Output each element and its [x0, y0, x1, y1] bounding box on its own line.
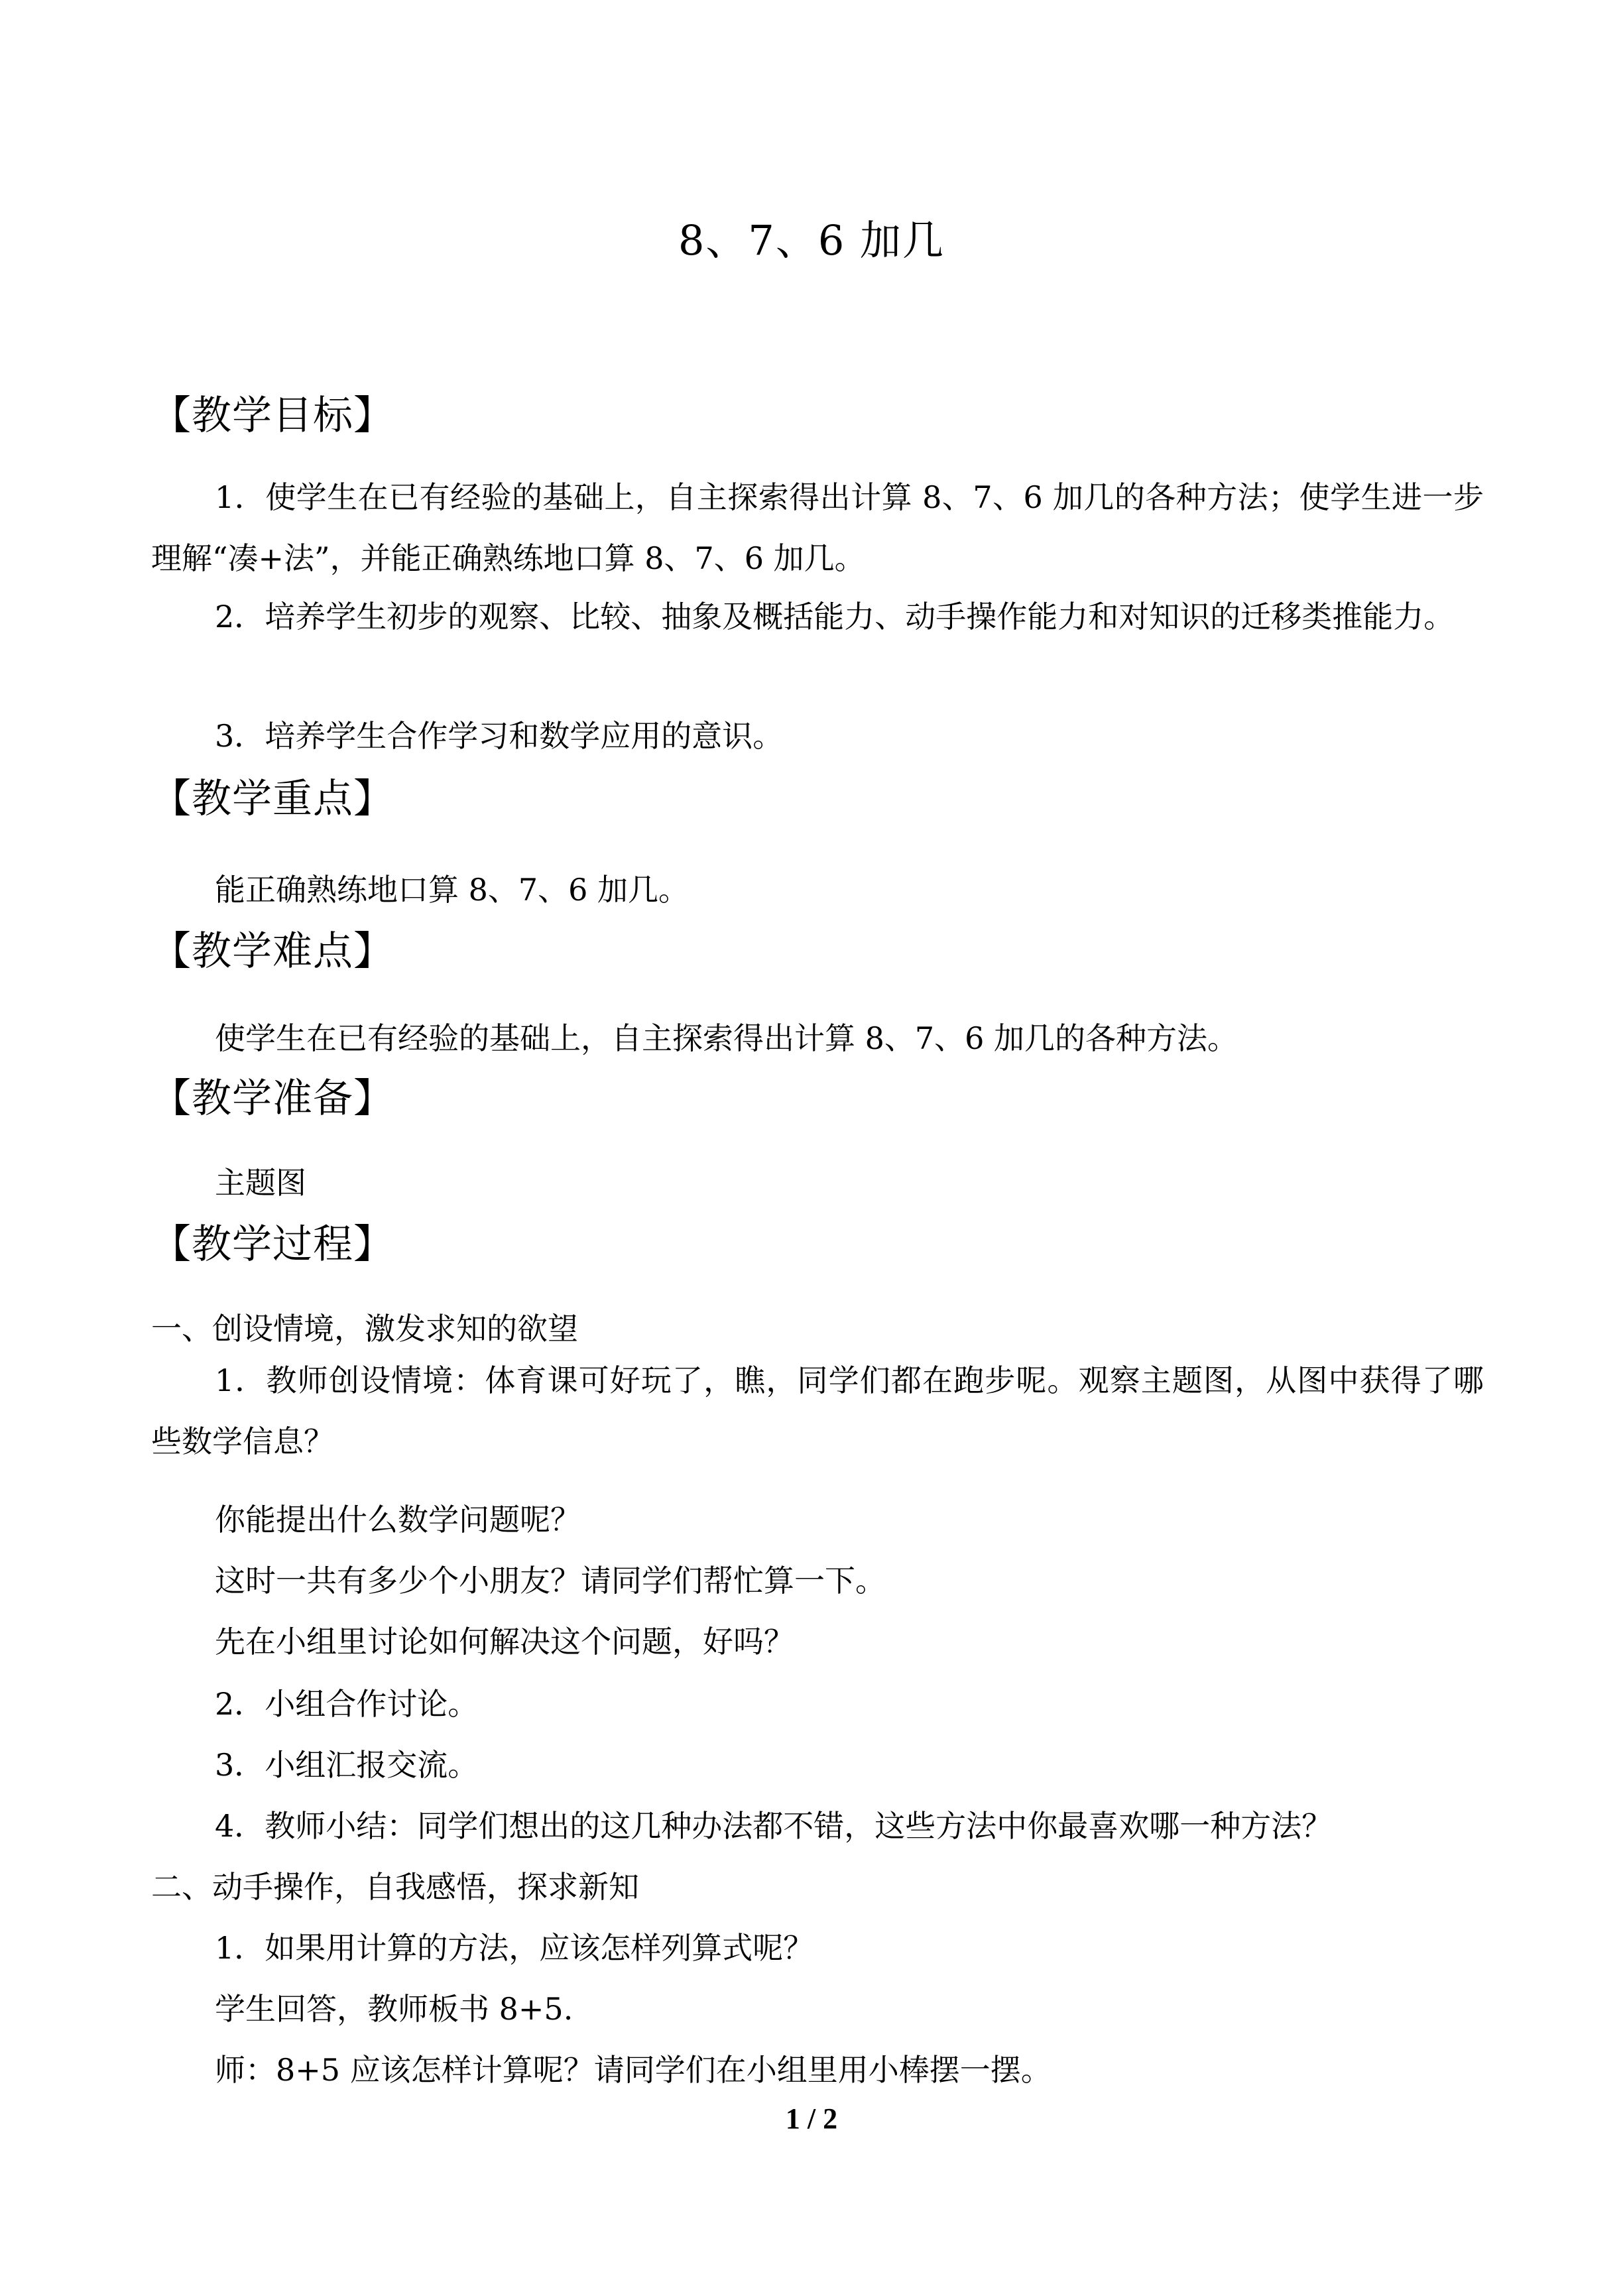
objective-item-3: 3．培养学生合作学习和数学应用的意识。 — [215, 718, 784, 754]
difficulties-text: 使学生在已有经验的基础上，自主探索得出计算 8、7、6 加几的各种方法。 — [215, 1020, 1238, 1056]
process-part2-title: 二、动手操作，自我感悟，探求新知 — [151, 1869, 639, 1905]
process-part1-title: 一、创设情境，激发求知的欲望 — [151, 1311, 578, 1347]
heading-preparation: 【教学准备】 — [151, 1075, 394, 1122]
process-part1-item1: 1．教师创设情境：体育课可好玩了，瞧，同学们都在跑步呢。观察主题图，从图中获得了哪些数学信息？ — [151, 1362, 1484, 1459]
process-part1-question1: 你能提出什么数学问题呢？ — [215, 1502, 581, 1538]
heading-process: 【教学过程】 — [151, 1221, 394, 1268]
process-part2-line2: 学生回答，教师板书 8+5. — [215, 1991, 573, 2027]
process-part2-line3: 师：8+5 应该怎样计算呢？请同学们在小组里用小棒摆一摆。 — [215, 2052, 1052, 2088]
page-number: 1 / 2 — [785, 2102, 838, 2135]
heading-objectives: 【教学目标】 — [151, 393, 394, 439]
process-part1-question3: 先在小组里讨论如何解决这个问题，好吗？ — [215, 1624, 794, 1660]
process-part1-item4: 4．教师小结：同学们想出的这几种办法都不错，这些方法中你最喜欢哪一种方法？ — [215, 1808, 1333, 1844]
heading-key-points: 【教学重点】 — [151, 776, 394, 822]
preparation-text: 主题图 — [215, 1165, 306, 1201]
process-part1-question2: 这时一共有多少个小朋友？请同学们帮忙算一下。 — [215, 1563, 886, 1599]
process-part1-item3: 3．小组汇报交流。 — [215, 1747, 479, 1783]
process-part2-item1: 1．如果用计算的方法，应该怎样列算式呢？ — [215, 1930, 814, 1966]
objective-item-2: 2．培养学生初步的观察、比较、抽象及概括能力、动手操作能力和对知识的迁移类推能力。 — [215, 599, 1455, 634]
key-points-text: 能正确熟练地口算 8、7、6 加几。 — [215, 872, 690, 908]
objective-item-1: 1．使学生在已有经验的基础上，自主探索得出计算 8、7、6 加几的各种方法；使学生进一步理解“凑+法”，并能正确熟练地口算 8、7、6 加几。 — [151, 479, 1484, 576]
heading-difficulties: 【教学难点】 — [151, 928, 394, 975]
document-title: 8、7、6 加几 — [678, 216, 945, 265]
process-part1-item2: 2．小组合作讨论。 — [215, 1686, 479, 1722]
